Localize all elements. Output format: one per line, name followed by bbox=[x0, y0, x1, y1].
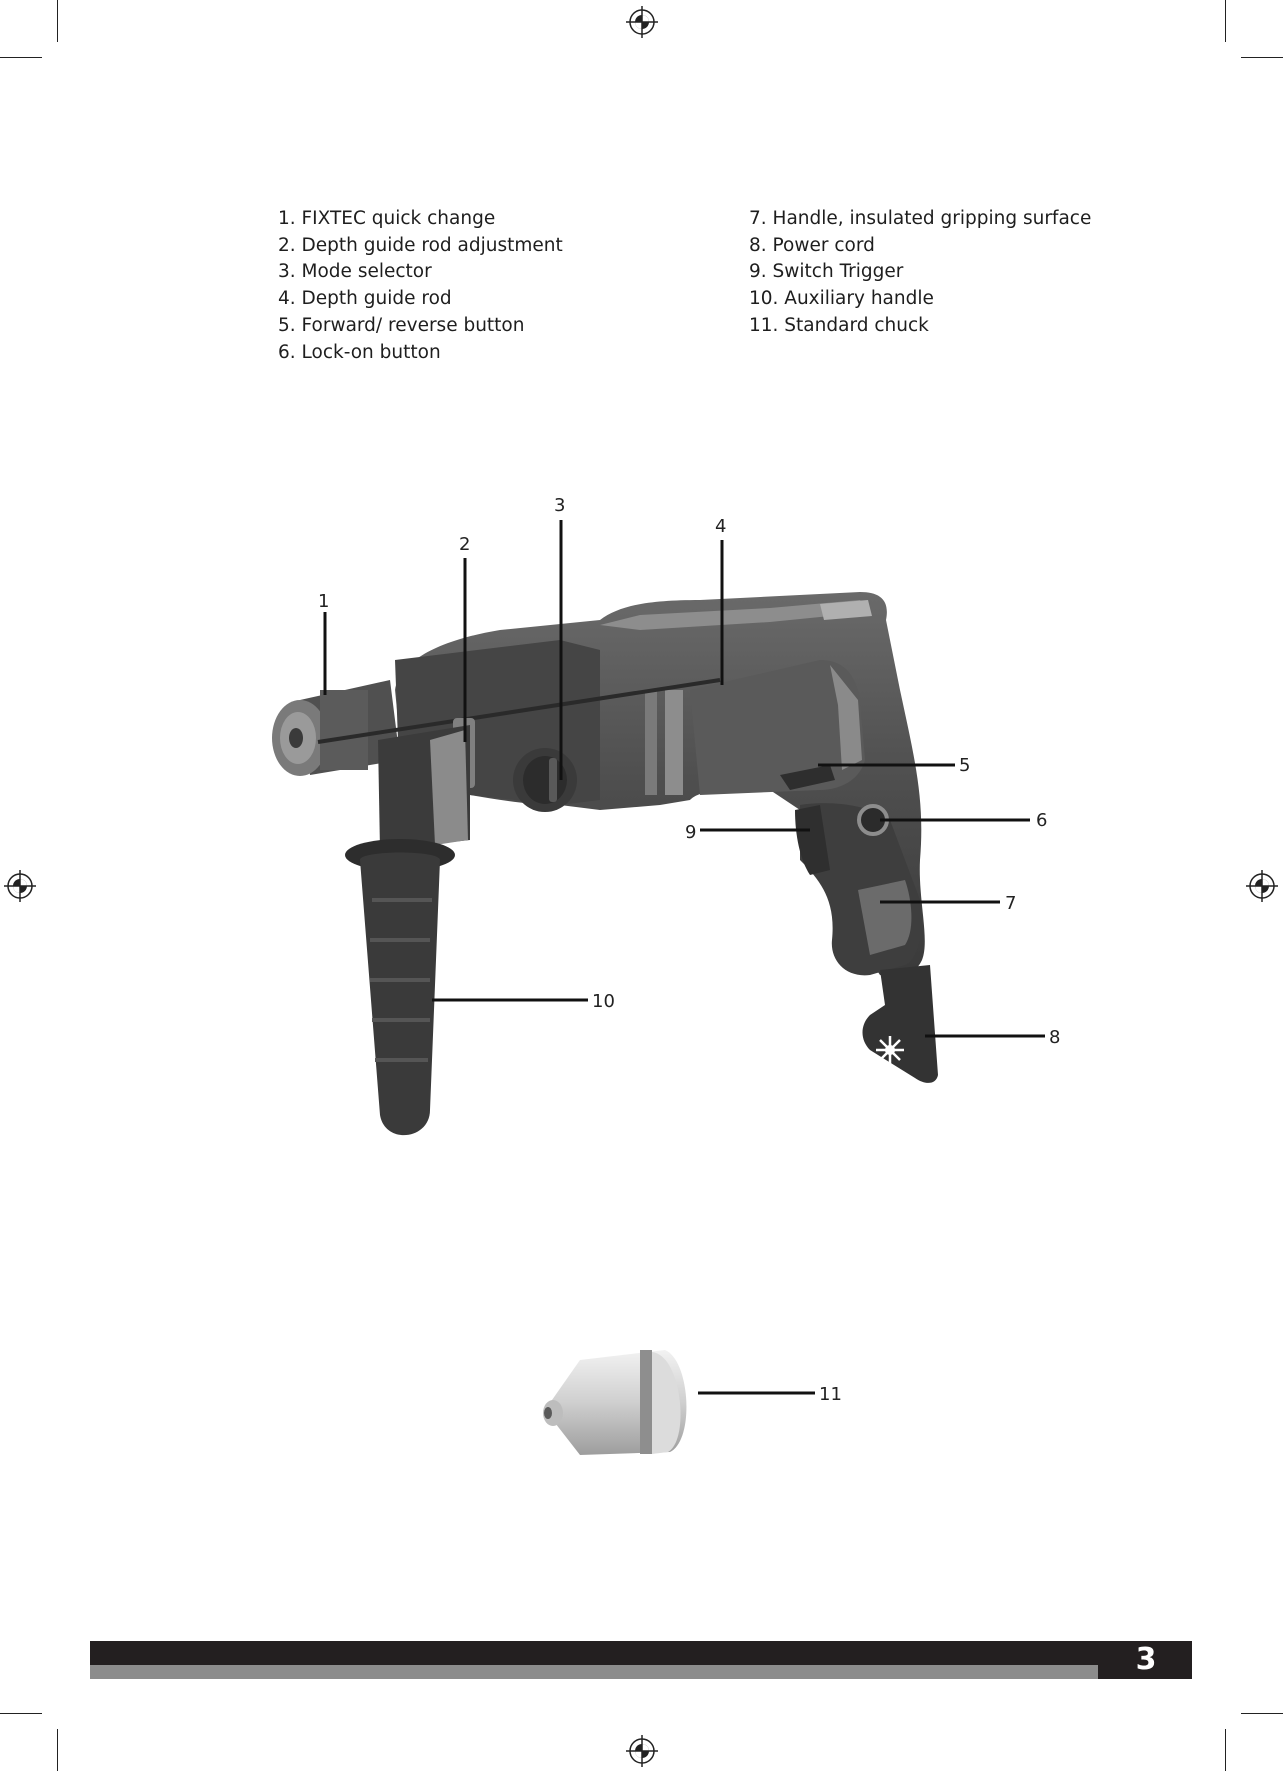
standard-chuck bbox=[543, 1350, 686, 1455]
callout-7: 7 bbox=[1005, 893, 1017, 914]
parts-list-item: 7. Handle, insulated gripping surface bbox=[749, 208, 1092, 229]
parts-list-item: 9. Switch Trigger bbox=[749, 261, 904, 283]
callout-10: 10 bbox=[592, 991, 615, 1012]
parts-list-item: 5. Forward/ reverse button bbox=[278, 314, 525, 336]
auxiliary-handle bbox=[345, 725, 470, 1135]
callout-9: 9 bbox=[685, 822, 697, 843]
parts-list-item: 1. FIXTEC quick change bbox=[278, 208, 496, 229]
parts-list-item: 6. Lock-on button bbox=[278, 341, 441, 363]
callout-4: 4 bbox=[715, 516, 727, 537]
parts-list-item: 11. Standard chuck bbox=[749, 314, 929, 336]
callout-5: 5 bbox=[959, 755, 971, 776]
parts-list-item: 4. Depth guide rod bbox=[278, 288, 452, 310]
page-number: 3 bbox=[1135, 1642, 1157, 1677]
callout-6: 6 bbox=[1036, 810, 1048, 831]
callout-1: 1 bbox=[318, 591, 330, 612]
callout-3: 3 bbox=[554, 495, 566, 516]
callout-11: 11 bbox=[819, 1384, 842, 1405]
parts-list-item: 3. Mode selector bbox=[278, 261, 432, 283]
parts-list-item: 2. Depth guide rod adjustment bbox=[278, 234, 563, 256]
callout-2: 2 bbox=[459, 534, 471, 555]
parts-list-item: 8. Power cord bbox=[749, 234, 875, 256]
drill-body bbox=[395, 592, 938, 1083]
cord-symbol-icon bbox=[876, 1036, 904, 1064]
footer-stripe bbox=[90, 1665, 1098, 1679]
parts-list-item: 10. Auxiliary handle bbox=[749, 288, 934, 310]
callout-8: 8 bbox=[1049, 1027, 1061, 1048]
